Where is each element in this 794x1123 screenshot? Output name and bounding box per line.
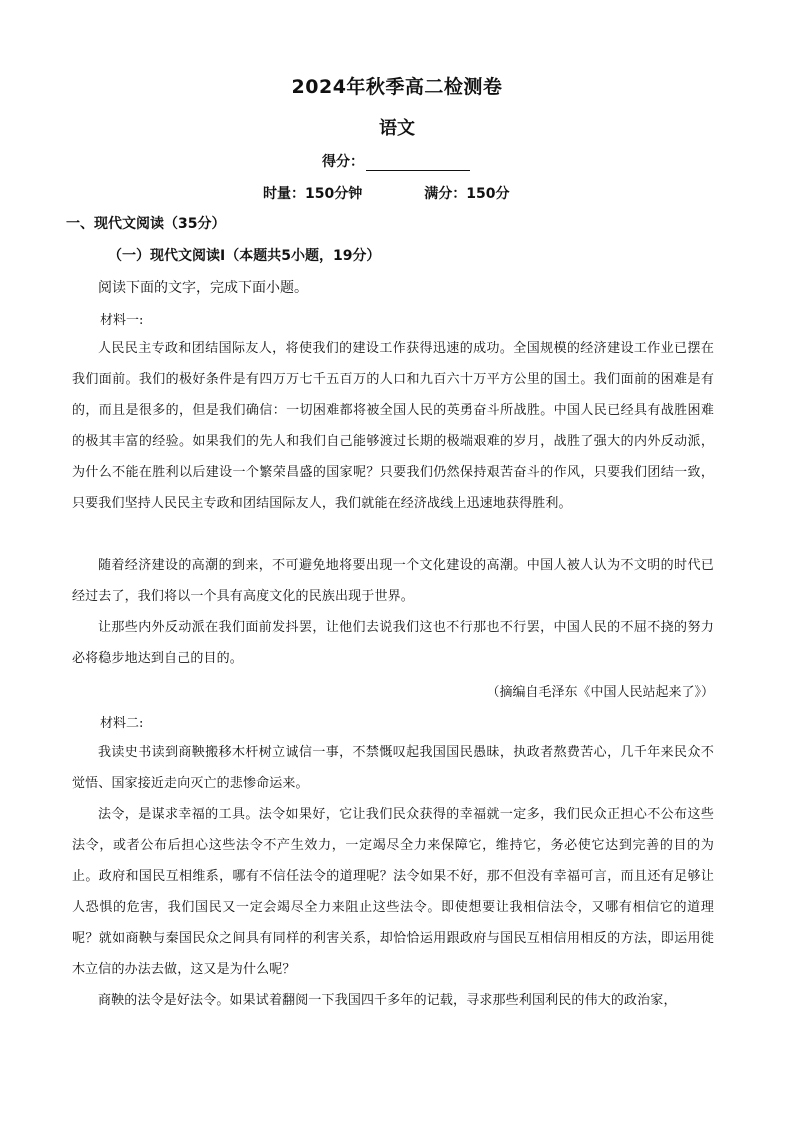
material-two-paragraph: 法令，是谋求幸福的工具。法令如果好，它让我们民众获得的幸福就一定多，我们民众正担心不公布这些法令，或者公布后担心这些法令不产生效力，一定竭尽全力来保障它，维持它，务必使它达到完善的目的为止。政府和国民互相维系，哪有不信任法令的道理呢？法令如果不好，那不但没有幸福可言，而且还有足够让人恐惧的危害，我们国民又一定会竭尽全力来阻止这些法令。即使想要让我相信法令，又哪有相信它的道理呢？就如商鞅与秦国民众之间具有同样的利害关系，却恰恰运用跟政府与国民互相信用相反的方法，即运用徙木立信的办法去做，这又是为什么呢？ (72, 807, 714, 977)
exam-title: 2024年秋季高二检测卷 (291, 76, 503, 98)
material-two-paragraph: 我读史书读到商鞅搬移木杆树立诚信一事，不禁慨叹起我国国民愚昧，执政者熬费苦心，几千年来民众不觉悟、国家接近走向灭亡的悲惨命运来。 (72, 745, 714, 791)
sub-section-heading: （一）现代文阅读Ⅰ（本题共5小题，19分） (108, 248, 381, 264)
score-blank (366, 156, 470, 171)
exam-meta (263, 183, 509, 203)
subject-title: 语文 (379, 118, 415, 139)
material-two-paragraph: 商鞅的法令是好法令。如果试着翻阅一下我国四千多年的记载，寻求那些利国利民的伟大的政治家， (98, 993, 677, 1008)
material-one-paragraph: 让那些内外反动派在我们面前发抖罢，让他们去说我们这也不行那也不行罢，中国人民的不屈不挠的努力必将稳步地达到自己的目的。 (72, 620, 714, 666)
material-one-paragraph: 人民民主专政和团结国际友人，将使我们的建设工作获得迅速的成功。全国规模的经济建设工作业已摆在我们面前。我们的极好条件是有四万万七千五百万的人口和九百六十万平方公里的国土。我们面前的困难是有的，而且是很多的，但是我们确信：一切困难都将被全国人民的英勇奋斗所战胜。中国人民已经具有战胜困难的极其丰富的经验。如果我们的先人和我们自己能够渡过长期的极端艰难的岁月，战胜了强大的内外反动派，为什么不能在胜利以后建设一个繁荣昌盛的国家呢？只要我们仍然保持艰苦奋斗的作风，只要我们团结一致，只要我们坚持人民民主专政和团结国际友人，我们就能在经济战线上迅速地获得胜利。 (72, 341, 714, 511)
material-one-paragraph: 随着经济建设的高潮的到来，不可避免地将要出现一个文化建设的高潮。中国人被人认为不文明的时代已经过去了，我们将以一个具有高度文化的民族出现于世界。 (72, 558, 714, 604)
material-one-label: 材料一: (100, 313, 144, 328)
material-one-source: （摘编自毛泽东《中国人民站起来了》） (486, 685, 714, 700)
score-label: 得分： (322, 154, 364, 170)
material-two-label: 材料二: (100, 716, 144, 731)
score-line (322, 151, 470, 171)
time-label: 时量：150分钟 (263, 186, 363, 202)
section-heading: 一、现代文阅读（35分） (66, 216, 226, 232)
reading-instruction: 阅读下面的文字，完成下面小题。 (98, 280, 308, 296)
full-marks-label: 满分：150分 (424, 186, 510, 202)
